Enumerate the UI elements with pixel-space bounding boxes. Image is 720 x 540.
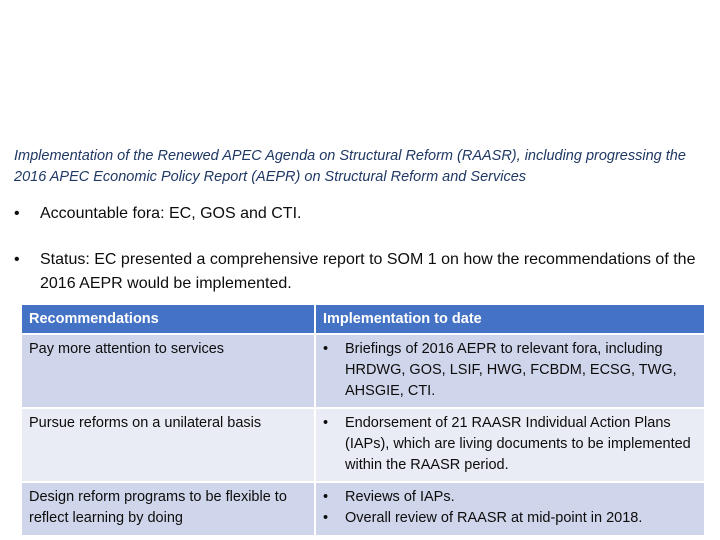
table-row [22,409,704,483]
implementation-cell [316,335,704,409]
recommendation-cell: Pursue reforms on a unilateral basis [22,409,316,483]
slide-subtitle: Implementation of the Renewed APEC Agenda on Structural Reform (RAASR), including progressing the 2016 APEC Economic Policy Report (AEPR) on Structural Reform and Services [14,148,686,185]
implementation-item [323,508,697,529]
implementation-item [323,487,697,508]
bullet-status [14,248,704,296]
bullet-marker: • [323,510,329,526]
implementation-text: Briefings of 2016 AEPR to relevant fora, including HRDWG, GOS, LSIF, HWG, FCBDM, ECSG, TWG, AHSGIE, CTI. [345,341,677,399]
table-row [22,335,704,409]
bullet-text: Status: EC presented a comprehensive report to SOM 1 on how the recommendations of the 2016 AEPR would be implemented. [40,251,696,292]
bullet-text: Accountable fora: EC, GOS and CTI. [40,205,302,222]
table-header-row [22,305,704,335]
bullet-marker: • [323,415,329,431]
bullet-accountable-fora [14,202,704,226]
implementation-text: Endorsement of 21 RAASR Individual Action Plans (IAPs), which are living documents to be implemented within the RAASR period. [345,415,691,473]
table-row [22,483,704,537]
bullet-marker: • [323,489,329,505]
bullet-list [14,202,704,296]
implementation-cell [316,483,704,537]
implementation-cell [316,409,704,483]
recommendation-cell: Design reform programs to be flexible to reflect learning by doing [22,483,316,537]
bullet-marker: • [323,341,329,357]
bullet-marker: • [14,251,20,268]
implementation-item [323,339,697,402]
implementation-text: Overall review of RAASR at mid-point in 2018. [345,510,643,526]
implementation-item [323,413,697,476]
header-recommendations: Recommendations [22,305,316,335]
recommendations-table [22,305,704,537]
implementation-text: Reviews of IAPs. [345,489,455,505]
bullet-marker: • [14,205,20,222]
header-implementation: Implementation to date [316,305,704,335]
recommendation-cell: Pay more attention to services [22,335,316,409]
